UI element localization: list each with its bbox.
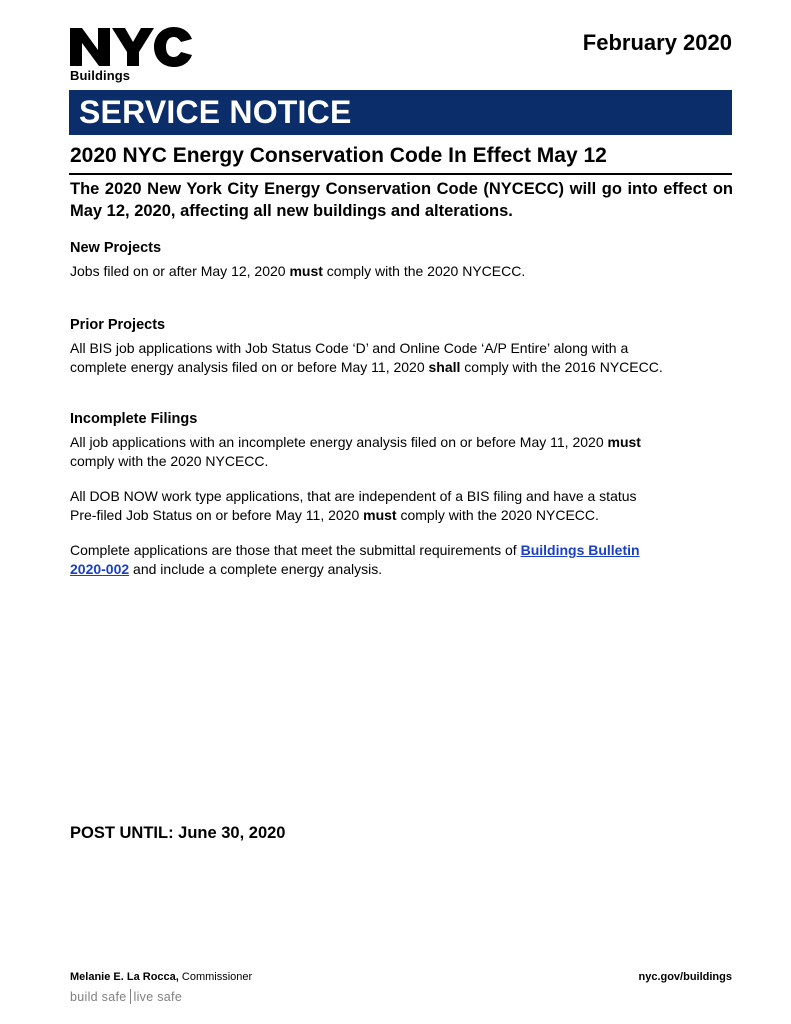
section-heading-new-projects: New Projects [70,240,162,256]
text-line [70,358,750,377]
incomplete-filings-paragraph-1 [70,433,750,471]
nyc-logo-icon [68,26,194,68]
text-line: All DOB NOW work type applications, that are independent of a BIS filing and have a status [70,488,637,504]
new-projects-paragraph [70,262,750,281]
section-heading-incomplete-filings: Incomplete Filings [70,411,198,427]
logo-subtitle: Buildings [70,68,131,83]
post-until-date: POST UNTIL: June 30, 2020 [70,824,286,842]
notice-title: 2020 NYC Energy Conservation Code In Effect May 12 [70,144,607,167]
emphasis: must [607,434,641,450]
tagline-divider [130,989,131,1004]
text-line [70,560,750,579]
tagline [70,989,182,1004]
tagline-right: live safe [133,990,183,1004]
text-run: Complete applications are those that meet the submittal requirements of [70,542,521,558]
tagline-left: build safe [70,990,127,1004]
text-line: comply with the 2020 NYCECC. [70,453,269,469]
section-heading-prior-projects: Prior Projects [70,317,166,333]
text-line [70,541,750,560]
prior-projects-paragraph [70,339,750,377]
emphasis: shall [428,359,461,375]
notice-date: February 2020 [582,30,732,55]
nyc-buildings-logo [68,26,198,86]
emphasis: must [289,263,323,279]
text-run: complete energy analysis filed on or before May 11, 2020 [70,359,429,375]
commissioner-role: Commissioner [178,971,253,983]
text-line [70,506,750,525]
emphasis: must [363,507,397,523]
text-run: and include a complete energy analysis. [129,561,383,577]
incomplete-filings-paragraph-2 [70,487,750,525]
text-run: All job applications with an incomplete energy analysis filed on or before May 11, 2020 [70,434,608,450]
incomplete-filings-paragraph-3 [70,541,750,579]
banner-label: SERVICE NOTICE [79,94,352,130]
buildings-bulletin-link-2020-002[interactable]: 2020-002 [70,561,130,577]
lead-paragraph: The 2020 New York City Energy Conservation Code (NYCECC) will go into effect on May 12, 2020, affecting all new buildings and alterations. [70,180,733,220]
text-line: All BIS job applications with Job Status Code ‘D’ and Online Code ‘A/P Entire’ along with a [70,340,629,356]
service-notice-banner [69,90,732,135]
text-run: comply with the 2020 NYCECC. [396,507,599,523]
title-divider [69,173,732,175]
text-line [70,433,750,452]
text-run: comply with the 2020 NYCECC. [322,263,526,279]
text-run: comply with the 2016 NYCECC. [460,359,663,375]
website-url[interactable]: nyc.gov/buildings [638,971,732,983]
text-run: Jobs filed on or after May 12, 2020 [70,263,290,279]
text-run: Pre-filed Job Status on or before May 11, 2020 [70,507,364,523]
commissioner-credit [70,971,252,983]
buildings-bulletin-link[interactable]: Buildings Bulletin [520,542,640,558]
commissioner-name: Melanie E. La Rocca, [70,971,179,983]
